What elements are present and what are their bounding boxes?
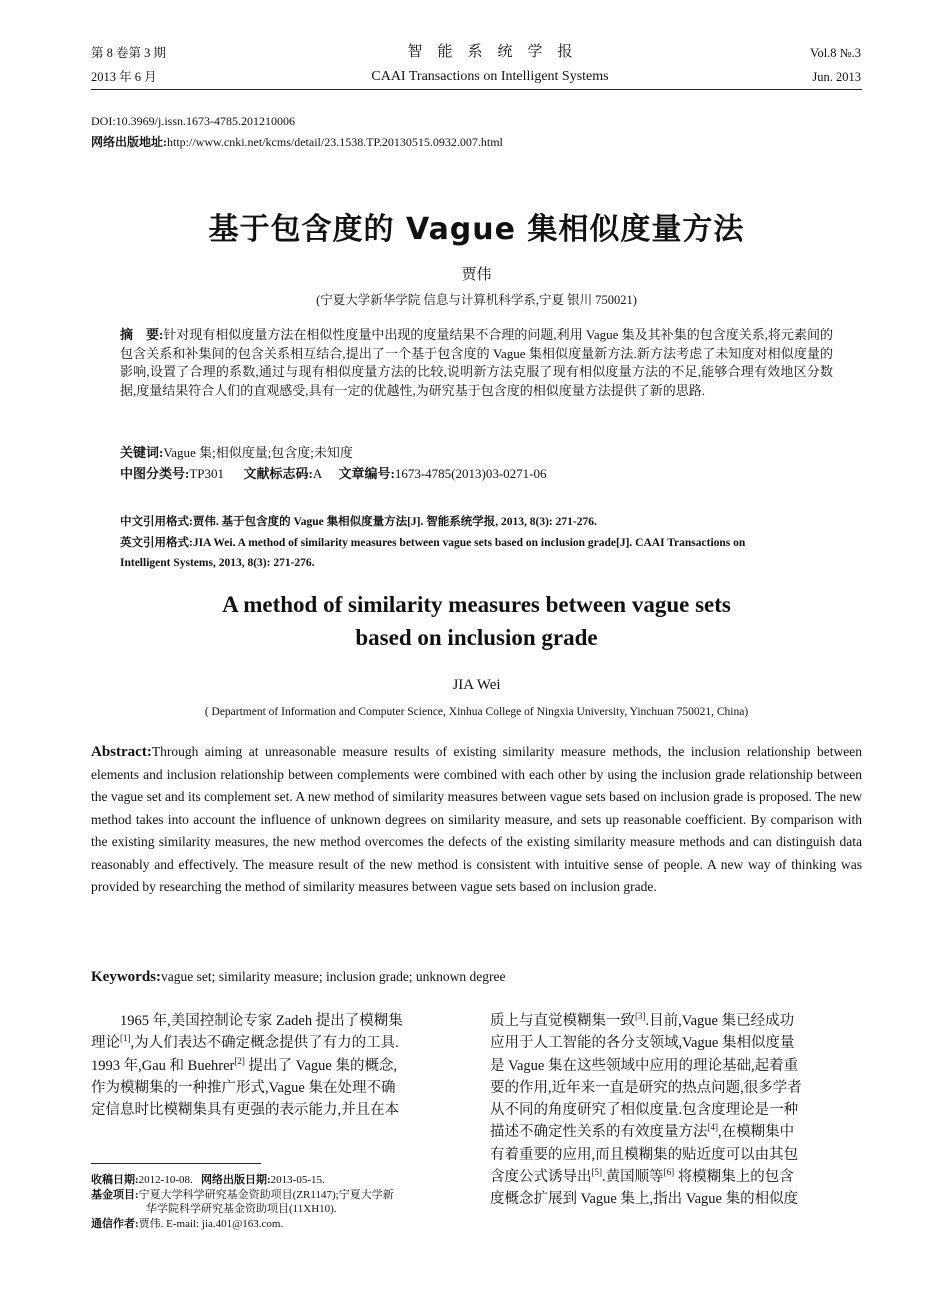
body-left-line: 作为模糊集的一种推广形式,Vague 集在处理不确	[91, 1079, 396, 1096]
body-left-column	[91, 1010, 463, 1121]
cite-en-line1: JIA Wei. A method of similarity measures between vague sets based on inclusion grade[J]. CAAI Transactions on	[192, 537, 746, 549]
title-cn: 基于包含度的 Vague 集相似度量方法	[208, 212, 745, 247]
fund-line1: 宁夏大学科学研究基金资助项目(ZR1147);宁夏大学新	[138, 1188, 394, 1201]
title-en-line1: A method of similarity measures between vague sets	[222, 592, 731, 617]
author-en: JIA Wei	[452, 677, 501, 693]
article-no-label: 文章编号:	[338, 466, 395, 481]
doi: DOI:10.3969/j.issn.1673-4785.201210006	[91, 114, 295, 128]
article-no-value: 1673-4785(2013)03-0271-06	[394, 466, 547, 481]
author-contact: 贾伟. E-mail: jia.401@163.com.	[138, 1217, 284, 1230]
body-left-line: 定信息时比模糊集具有更强的表示能力,并且在本	[91, 1102, 400, 1119]
affiliation-cn: (宁夏大学新华学院 信息与计算机科学系,宁夏 银川 750021)	[316, 293, 637, 307]
classification-line	[120, 465, 833, 484]
abstract-en-text: Through aiming at unreasonable measure results of existing similarity measure methods, the inclusion relationship between elements and inclusion relationship between complements were combined with each other by using the inclusion grade relationship between the vague set and its complement set. A new method of similarity measures between vague sets based on inclusion grade is proposed. The new method takes into account the influence of unknown degrees on similarity measure, and sets up reasonable coefficient. By comparison with the existing similarity measures, the new method overcomes the defects of the existing similarity measure methods and can distinguish data reasonably and effectively. The measure result of the new method is consistent with intuitive sense of people. A new way of thinking was provided by researching the method of similarity measures between vague sets based on inclusion grade.	[91, 744, 862, 894]
fund-line2: 华学院科学研究基金资助项目(11XH10).	[146, 1203, 337, 1215]
body-right-line: 有着重要的应用,而且模糊集的贴近度可以由其包	[490, 1146, 799, 1163]
body-right-line: 要的作用,近年来一直是研究的热点问题,很多学者	[490, 1079, 802, 1096]
online-address-url[interactable]: http://www.cnki.net/kcms/detail/23.1538.TP.20130515.0932.007.html	[167, 135, 503, 149]
abstract-en-label: Abstract:	[91, 744, 152, 760]
abstract-cn	[120, 326, 833, 400]
cite-en	[120, 533, 833, 573]
doc-code-label: 文献标志码:	[243, 466, 313, 481]
body-right-line: 应用于人工智能的各分支领域,Vague 集相似度量	[490, 1035, 795, 1052]
body-right-line: 从不同的角度研究了相似度量.包含度理论是一种	[490, 1102, 799, 1119]
keywords-cn-text: Vague 集;相似度量;包含度;未知度	[163, 445, 353, 460]
body-left-line: 1993 年,Gau 和 Buehrer[2] 提出了 Vague 集的概念,	[91, 1055, 398, 1074]
footnote-author	[91, 1217, 466, 1232]
body-right-column	[490, 1010, 862, 1211]
affiliation-en: ( Department of Information and Computer Science, Xinhua College of Ningxia University, Yinchuan 750021, China)	[204, 706, 749, 718]
header-date-cn: 2013 年 6 月	[91, 70, 157, 84]
author-contact-label: 通信作者:	[91, 1217, 139, 1230]
header-journal-en: CAAI Transactions on Intelligent Systems	[371, 69, 609, 84]
online-date-label: 网络出版日期:	[201, 1174, 271, 1186]
body-right-line: 含度公式诱导出[5].黄国顺等[6] 将模糊集上的包含	[490, 1167, 794, 1186]
body-right-line: 度概念扩展到 Vague 集上,指出 Vague 集的相似度	[490, 1191, 799, 1208]
abstract-cn-label: 摘 要:	[120, 327, 164, 342]
header-journal-cn: 智 能 系 统 学 报	[407, 42, 573, 60]
body-left-line: 1965 年,美国控制论专家 Zadeh 提出了模糊集	[91, 1013, 403, 1029]
keywords-cn-label: 关键词:	[120, 445, 164, 460]
keywords-cn	[120, 444, 833, 463]
header-rule	[91, 89, 862, 90]
header-volume-en: Vol.8 №.3	[810, 46, 861, 60]
online-address-label: 网络出版地址:	[91, 135, 167, 149]
keywords-en	[91, 966, 862, 989]
class-label: 中图分类号:	[120, 466, 190, 481]
footnote-dates	[91, 1173, 466, 1188]
footnote-rule	[91, 1163, 261, 1164]
keywords-en-label: Keywords:	[91, 969, 161, 985]
received-label: 收稿日期:	[91, 1174, 139, 1186]
abstract-en	[91, 741, 862, 899]
header-volume-cn: 第 8 卷第 3 期	[91, 46, 167, 60]
title-en-line2: based on inclusion grade	[355, 625, 598, 650]
footnote	[91, 1173, 466, 1231]
class-value: TP301	[189, 466, 225, 481]
abstract-cn-text: 针对现有相似度量方法在相似性度量中出现的度量结果不合理的问题,利用 Vague 集及其补集的包含度关系,将元素间的包含关系和补集间的包含关系相互结合,提出了一个基于包含度的 Vague 集相似度量新方法.新方法考虑了未知度对相似度量的影响,设置了合理的系数,通过与现有相似度量方法的比较,说明新方法克服了现有相似度量方法的不足,能够合理有效地区分数据,度量结果符合人们的直观感受,具有一定的优越性,为研究基于包含度的相似度量方法提供了新的思路.	[120, 327, 833, 398]
cite-cn	[120, 512, 833, 532]
body-right-line: 质上与直觉模糊集一致[3].目前,Vague 集已经成功	[490, 1011, 795, 1029]
footnote-fund	[91, 1188, 466, 1203]
body-left-line: 理论[1],为人们表达不确定概念提供了有力的工具.	[91, 1033, 399, 1052]
cite-en-line2: Intelligent Systems, 2013, 8(3): 271-276.	[120, 557, 315, 569]
keywords-en-text: vague set; similarity measure; inclusion grade; unknown degree	[161, 969, 506, 984]
body-right-line: 是 Vague 集在这些领域中应用的理论基础,起着重	[490, 1057, 799, 1074]
header-date-en: Jun. 2013	[812, 70, 861, 84]
doc-code-value: A	[312, 466, 323, 481]
body-right-line: 描述不确定性关系的有效度量方法[4],在模糊集中	[490, 1122, 795, 1141]
cite-cn-text: 贾伟. 基于包含度的 Vague 集相似度量方法[J]. 智能系统学报, 2013, 8(3): 271-276.	[192, 516, 597, 528]
online-address	[91, 134, 503, 150]
cite-cn-label: 中文引用格式:	[120, 516, 193, 528]
received-date: 2012-10-08.	[138, 1174, 193, 1186]
author-cn: 贾伟	[461, 265, 492, 283]
fund-label: 基金项目:	[91, 1188, 139, 1201]
cite-en-label: 英文引用格式:	[120, 537, 193, 549]
online-date: 2013-05-15.	[270, 1174, 325, 1186]
